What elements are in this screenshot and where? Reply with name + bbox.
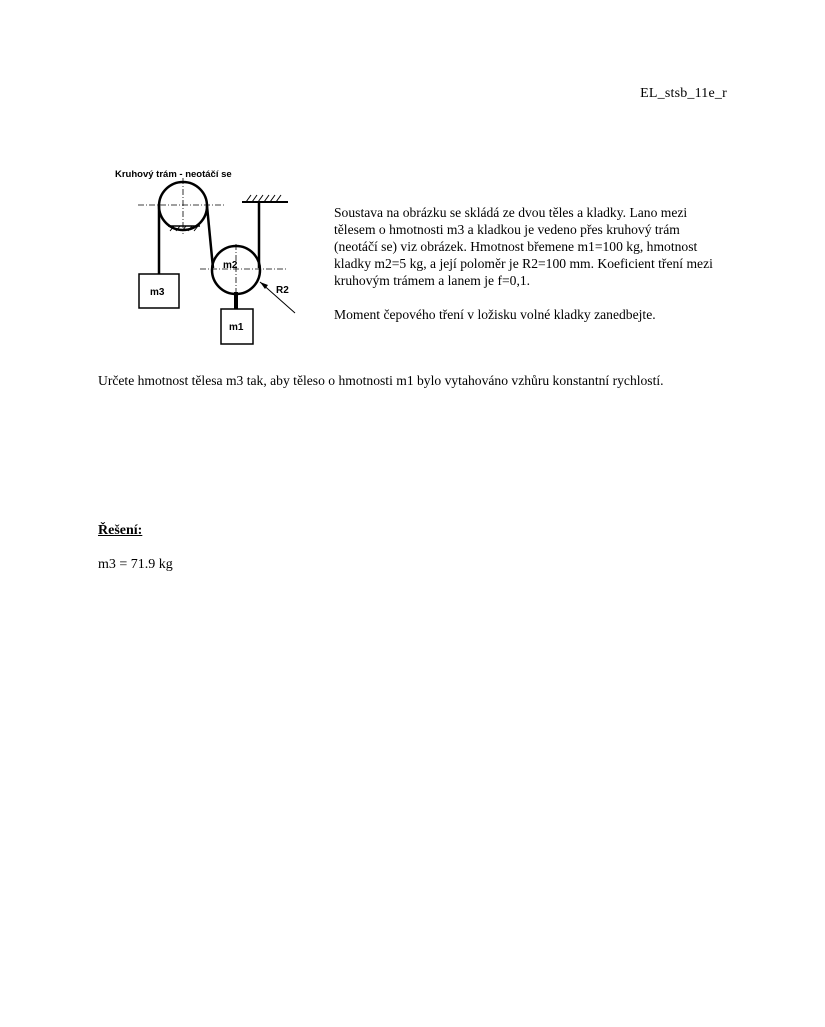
fixed-beam (138, 178, 226, 234)
pulley-diagram (110, 166, 320, 350)
diagram-caption: Kruhový trám - neotáčí se (115, 169, 232, 180)
problem-question: Určete hmotnost tělesa m3 tak, aby těleso o hmotnosti m1 bylo vytahováno vzhůru konstantní rychlostí. (98, 373, 664, 388)
document-id: EL_stsb_11e_r (640, 86, 727, 101)
problem-paragraph: Soustava na obrázku se skládá ze dvou těles a kladky. Lano mezi tělesem o hmotnosti m3 a kladkou je vedeno přes kruhový trám (neotáčí se) viz obrázek. Hmotnost břemene m1=100 kg, hmotnost kladky m2=5 kg, a její poloměr je R2=100 mm. Koeficient tření mezi kruhovým trámem a lanem je f=0,1. (334, 205, 713, 288)
solution-heading: Řešení: (98, 523, 143, 538)
mass-label-m3: m3 (150, 287, 165, 298)
mass-m1 (221, 309, 253, 344)
solution-answer: m3 = 71.9 kg (98, 557, 173, 572)
pulley-label-m2: m2 (223, 260, 238, 271)
ceiling-anchor (242, 195, 288, 202)
mass-m3 (139, 274, 179, 308)
problem-note: Moment čepového tření v ložisku volné kladky zanedbejte. (334, 307, 656, 322)
free-pulley (200, 244, 286, 296)
mass-label-m1: m1 (229, 322, 244, 333)
radius-pointer (260, 282, 295, 313)
problem-statement (334, 204, 726, 323)
radius-label-r2: R2 (276, 285, 289, 296)
